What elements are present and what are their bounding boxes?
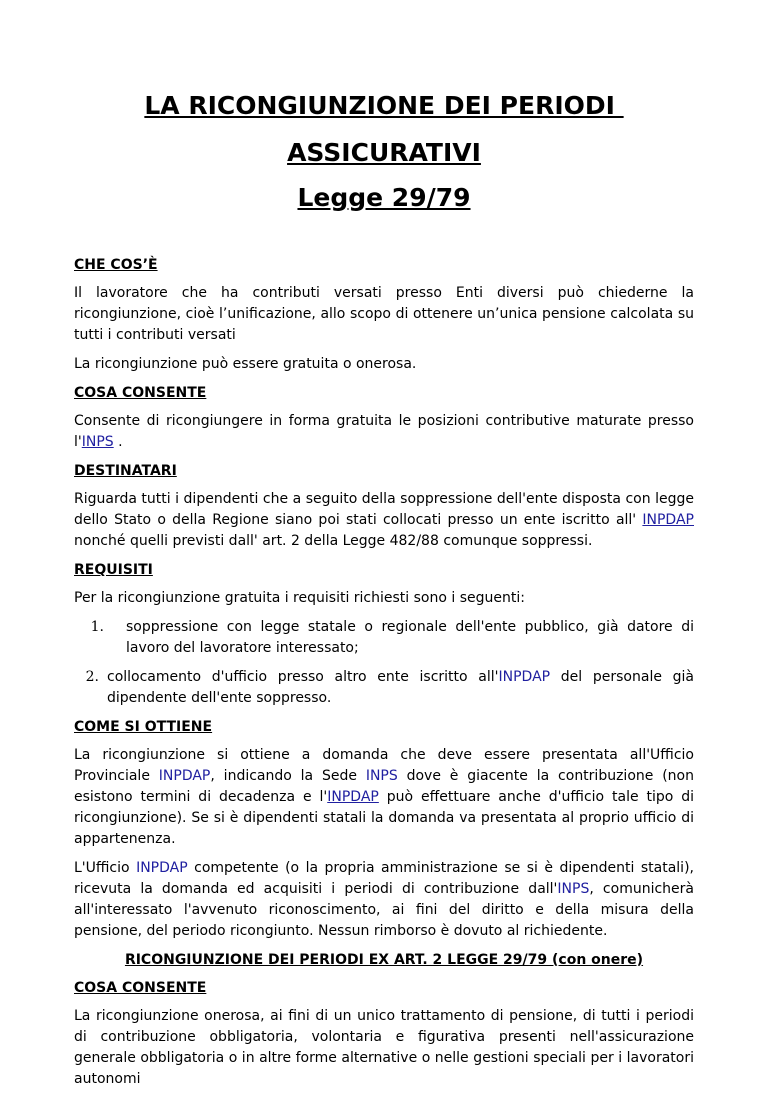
text: , comunicherà all'interessato l'avvenuto riconoscimento, ai fini del diritto e della misura della pensione, del periodo ricongiunto. Nessun rimborso è dovuto al richiedente.	[74, 881, 694, 939]
text: competente (o la propria amministrazione se si è dipendenti statali), ricevuta la domanda ed acquisiti i periodi di contribuzione dall'	[74, 860, 694, 897]
text: può effettuare anche d'ufficio tale tipo di ricongiunzione). Se si è dipendenti statali la domanda va presentata al proprio ufficio di appartenenza.	[74, 789, 694, 847]
inpdap-label: INPDAP	[158, 768, 211, 784]
text: L'Ufficio	[74, 860, 137, 876]
title-line-3: Legge 29/79	[297, 183, 471, 212]
text: nonché quelli previsti dall' art. 2 della Legge 482/88 comunque soppressi.	[74, 533, 593, 549]
section-heading: COME SI OTTIENE	[74, 719, 213, 735]
list-text: soppressione con legge statale o regionale dell'ente pubblico, già datore di lavoro del lavoratore interessato;	[126, 619, 694, 656]
text: La ricongiunzione si ottiene a domanda che deve essere presentata all'Ufficio Provinciale	[74, 747, 694, 784]
list-item	[74, 617, 694, 659]
section-heading: REQUISITI	[74, 562, 153, 578]
text: collocamento d'ufficio presso altro ente iscritto all'	[107, 669, 499, 685]
section-heading: CHE COS’È	[74, 257, 158, 273]
inps-label: INPS	[365, 768, 398, 784]
text: Consente di ricongiungere in forma gratuita le posizioni contributive maturate presso l'	[74, 413, 694, 450]
inpdap-label: INPDAP	[136, 860, 188, 876]
text: .	[113, 434, 123, 450]
text: dove è giacente la contribuzione (non esistono termini di decadenza e l'	[74, 768, 694, 805]
paragraph	[74, 745, 694, 850]
section-heading: RICONGIUNZIONE DEI PERIODI EX ART. 2 LEGGE 29/79 (con onere)	[124, 952, 644, 968]
inpdap-label: INPDAP	[498, 669, 551, 685]
paragraph: La ricongiunzione può essere gratuita o onerosa.	[74, 356, 417, 372]
paragraph	[74, 411, 694, 453]
list-text	[107, 667, 694, 709]
title-line-1: LA RICONGIUNZIONE DEI PERIODI	[144, 91, 624, 120]
section-heading: DESTINATARI	[74, 463, 177, 479]
text: del personale già dipendente dell'ente soppresso.	[107, 669, 694, 706]
paragraph	[74, 489, 694, 552]
paragraph: Il lavoratore che ha contributi versati presso Enti diversi può chiederne la ricongiunzione, cioè l’unificazione, allo scopo di ottenere un’unica pensione calcolata su tutti i contributi versati	[74, 285, 694, 343]
paragraph	[74, 858, 694, 942]
paragraph: La ricongiunzione onerosa, ai fini di un unico trattamento di pensione, di tutti i periodi di contribuzione obbligatoria, volontaria e figurativa presenti nell'assicurazione generale obbligatoria o in altre forme alternative o nelle gestioni speciali per i lavoratori autonomi	[74, 1008, 694, 1087]
list-number: 2.	[85, 669, 99, 685]
paragraph: Per la ricongiunzione gratuita i requisiti richiesti sono i seguenti:	[74, 590, 525, 606]
text: Riguarda tutti i dipendenti che a seguito della soppressione dell'ente disposta con legge dello Stato o della Regione siano poi stati collocati presso un ente iscritto all'	[74, 491, 694, 528]
title-line-2: ASSICURATIVI	[287, 138, 481, 167]
inpdap-link[interactable]: INPDAP	[642, 512, 694, 528]
text: , indicando la Sede	[210, 768, 366, 784]
section-heading: COSA CONSENTE	[74, 980, 207, 996]
section-heading: COSA CONSENTE	[74, 385, 207, 401]
inps-label: INPS	[557, 881, 590, 897]
document-body	[74, 255, 694, 1098]
inps-link[interactable]: INPS	[81, 434, 114, 450]
list-number: 1.	[90, 619, 104, 635]
inpdap-link[interactable]: INPDAP	[327, 789, 379, 805]
list-item	[74, 667, 694, 709]
